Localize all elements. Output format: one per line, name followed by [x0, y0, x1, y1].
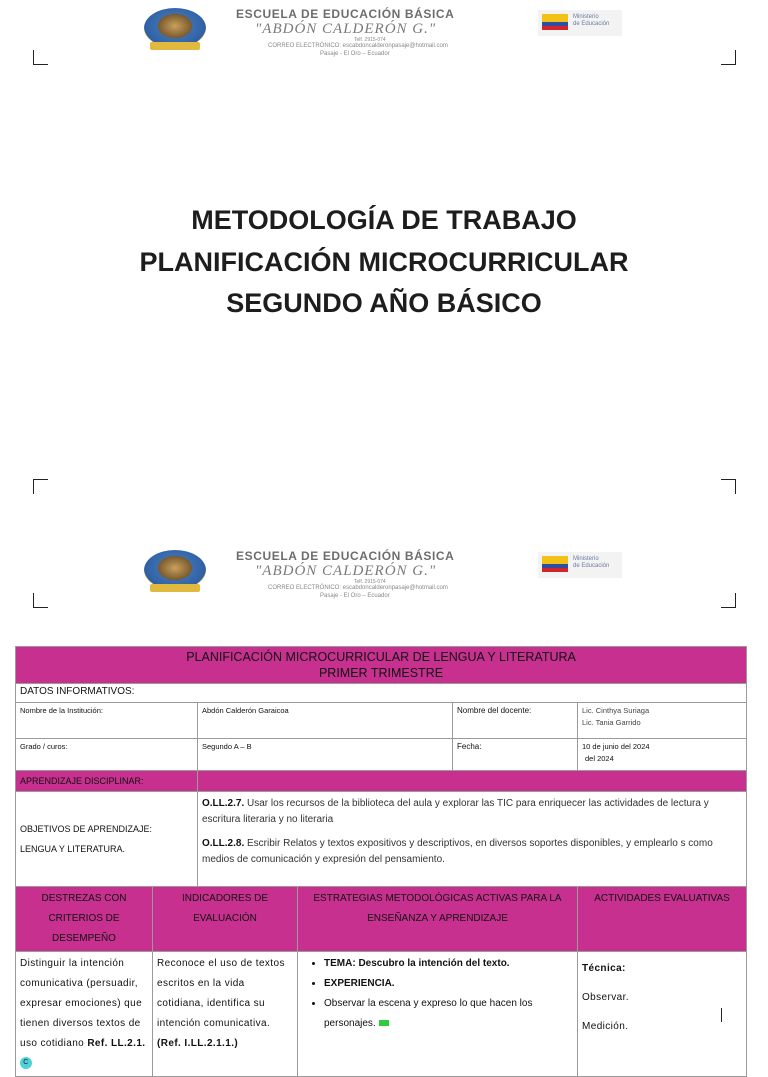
- ecuador-flag-icon: [542, 556, 568, 572]
- estrategia-item: • Observar la escena y expreso lo que hacen los personajes.: [324, 994, 573, 1034]
- header-estrategias: ESTRATEGIAS METODOLÓGICAS ACTIVAS PARA LA ENSEÑANZA Y APRENDIZAJE: [298, 887, 578, 952]
- estrategia-item: • TEMA: Descubro la intención del texto.: [324, 954, 573, 974]
- datos-informativos-label: DATOS INFORMATIVOS:: [16, 684, 747, 703]
- objetivo-1: O.LL.2.7. Usar los recursos de la biblioteca del aula y explorar las TIC para enriquecer las actividades de lectura y escritura literaria y no literaria: [202, 798, 709, 825]
- institucion-label: Nombre de la Institución:: [16, 703, 198, 739]
- header-actividades: ACTIVIDADES EVALUATIVAS: [578, 887, 747, 952]
- school-header: [140, 548, 630, 604]
- aprendizaje-disciplinar-label: APRENDIZAJE DISCIPLINAR:: [16, 771, 198, 792]
- objetivos-text: [198, 792, 747, 887]
- school-quote: "ABDÓN CALDERÓN G.": [255, 21, 437, 37]
- header-destrezas: DESTREZAS CON CRITERIOS DE DESEMPEÑO: [16, 887, 153, 952]
- crop-mark: [721, 50, 736, 65]
- cover-title-line1: METODOLOGÍA DE TRABAJO: [191, 205, 577, 235]
- school-email: CORREO ELECTRÓNICO: escabdoncalderonpasaje@hotmail.com: [268, 585, 448, 591]
- actividades-cell: Técnica: Observar. Medición.: [578, 952, 747, 1077]
- objetivo-2: O.LL.2.8. Escribir Relatos y textos expositivos y descriptivos, en diversos soportes disponibles, y emplearlo s como medios de comunicación y expresión del pensamiento.: [202, 838, 713, 865]
- aprendizaje-disciplinar-value: [198, 771, 747, 792]
- crop-mark: [33, 479, 48, 494]
- school-seal-icon: [144, 8, 206, 48]
- crop-mark: [721, 593, 736, 608]
- school-name: ESCUELA DE EDUCACIÓN BÁSICA: [236, 549, 455, 563]
- ministry-name: Ministerio de Educación: [573, 14, 610, 27]
- crop-mark: [33, 50, 48, 65]
- criterion-badge: C: [20, 1057, 32, 1069]
- ministry-name: Ministerio de Educación: [573, 556, 610, 569]
- school-header: [140, 6, 630, 62]
- fecha-label: Fecha:: [453, 739, 578, 771]
- grado-value: Segundo A – B: [198, 739, 453, 771]
- estrategia-item: • EXPERIENCIA.: [324, 974, 573, 994]
- grado-label: Grado / curos:: [16, 739, 198, 771]
- school-email: CORREO ELECTRÓNICO: escabdoncalderonpasaje@hotmail.com: [268, 43, 448, 49]
- school-quote: "ABDÓN CALDERÓN G.": [255, 563, 437, 579]
- header-indicadores: INDICADORES DE EVALUACIÓN: [153, 887, 298, 952]
- school-place: Pasaje - El Oro – Ecuador: [320, 51, 390, 57]
- plan-title: PLANIFICACIÓN MICROCURRICULAR DE LENGUA Y LITERATURA PRIMER TRIMESTRE: [16, 647, 747, 684]
- indicador-cell: Reconoce el uso de textos escritos en la vida cotidiana, identifica su intención comunicativa. (Ref. I.LL.2.1.1.): [153, 952, 298, 1077]
- ministry-logo: [538, 10, 622, 36]
- crop-mark: [721, 479, 736, 494]
- estrategias-cell: [298, 952, 578, 1077]
- cover-title-line3: SEGUNDO AÑO BÁSICO: [226, 288, 542, 318]
- highlight-marker: [379, 1020, 389, 1026]
- cover-title-line2: PLANIFICACIÓN MICROCURRICULAR: [139, 247, 629, 277]
- docente-label: Nombre del docente:: [453, 703, 578, 739]
- school-seal-icon: [144, 550, 206, 590]
- ecuador-flag-icon: [542, 14, 568, 30]
- destreza-cell: Distinguir la intención comunicativa (persuadir, expresar emociones) que tienen diversos textos de uso cotidiano Ref. LL.2.1. C: [16, 952, 153, 1077]
- ministry-logo: [538, 552, 622, 578]
- crop-mark: [33, 593, 48, 608]
- fecha-value: 10 de junio del 2024 del 2024: [578, 739, 747, 771]
- school-name: ESCUELA DE EDUCACIÓN BÁSICA: [236, 7, 455, 21]
- planning-table: [15, 646, 747, 1077]
- docente-value: Lic. Cinthya Suriaga Lic. Tania Garrido: [578, 703, 747, 739]
- school-phone: Telf. 2915-074: [354, 579, 386, 585]
- objetivos-label: OBJETIVOS DE APRENDIZAJE: LENGUA Y LITERATURA.: [16, 792, 198, 887]
- school-place: Pasaje - El Oro – Ecuador: [320, 593, 390, 599]
- institucion-value: Abdón Calderón Garaicoa: [198, 703, 453, 739]
- school-phone: Telf. 2915-074: [354, 37, 386, 43]
